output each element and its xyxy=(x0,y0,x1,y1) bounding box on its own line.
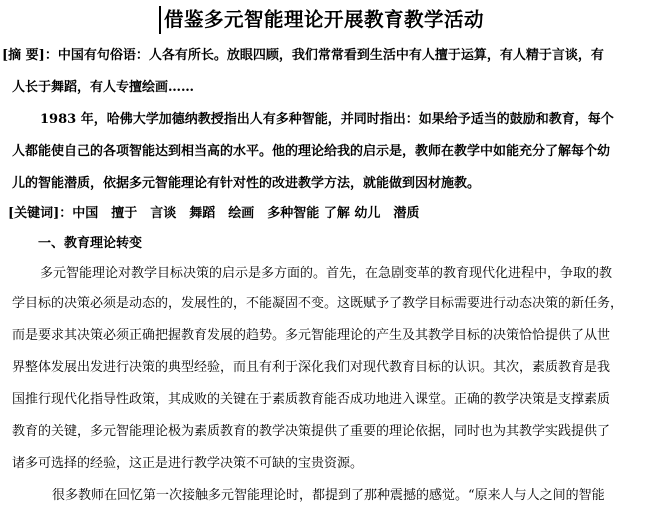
abstract-line-5: 儿的智能潜质，依据多元智能理论有针对性的改进教学方法，就能做到因材施教。 xyxy=(12,176,481,191)
body-line: 很多教师在回忆第一次接触多元智能理论时，都提到了那种震撼的感觉。“原来人与人之间的智能 xyxy=(52,488,605,503)
section-heading: 一、教育理论转变 xyxy=(38,236,143,251)
abstract-line-3: 1983 年，哈佛大学加德纳教授指出人有多种智能，并同时指出：如果给予适当的鼓励和教育，每个 xyxy=(40,112,614,127)
abstract-line-4: 人都能使自己的各项智能达到相当高的水平。他的理论给我的启示是，教师在教学中如能充分了解每个幼 xyxy=(12,144,611,159)
body-line: 教育的关键，多元智能理论极为素质教育的教学决策提供了重要的理论依据，同时也为其教学实践提供了 xyxy=(12,424,611,439)
document-title: 借鉴多元智能理论开展教育教学活动 xyxy=(164,8,485,31)
body-line: 而是要求其决策必须正确把握教育发展的趋势。多元智能理论的产生及其教学目标的决策恰恰提供了从世 xyxy=(12,328,611,343)
body-line: 国推行现代化指导性政策，其成败的关键在于素质教育能否成功地进入课堂。正确的教学决策是支撑素质 xyxy=(12,392,611,407)
body-line: 多元智能理论对教学目标决策的启示是多方面的。首先，在急剧变革的教育现代化进程中，争取的教 xyxy=(40,266,613,281)
body-line: 学目标的决策必须是动态的，发展性的，不能凝固不变。这既赋予了教学目标需要进行动态决策的新任务， xyxy=(12,296,624,311)
abstract-line-2: 人长于舞蹈，有人专擅绘画…… xyxy=(12,80,195,95)
body-line: 诸多可选择的经验，这正是进行教学决策不可缺的宝贵资源。 xyxy=(12,456,364,471)
text-cursor xyxy=(159,6,161,34)
abstract-line-1: [摘 要]：中国有句俗语：人各有所长。放眼四顾，我们常常看到生活中有人擅于运算，有人精于言谈，有 xyxy=(2,48,604,63)
keywords: [关键词]：中国 擅于 言谈 舞蹈 绘画 多种智能 了解 幼儿 潜质 xyxy=(8,206,420,221)
body-line: 界整体发展出发进行决策的典型经验，而且有利于深化我们对现代教育目标的认识。其次，素质教育是我 xyxy=(12,360,611,375)
